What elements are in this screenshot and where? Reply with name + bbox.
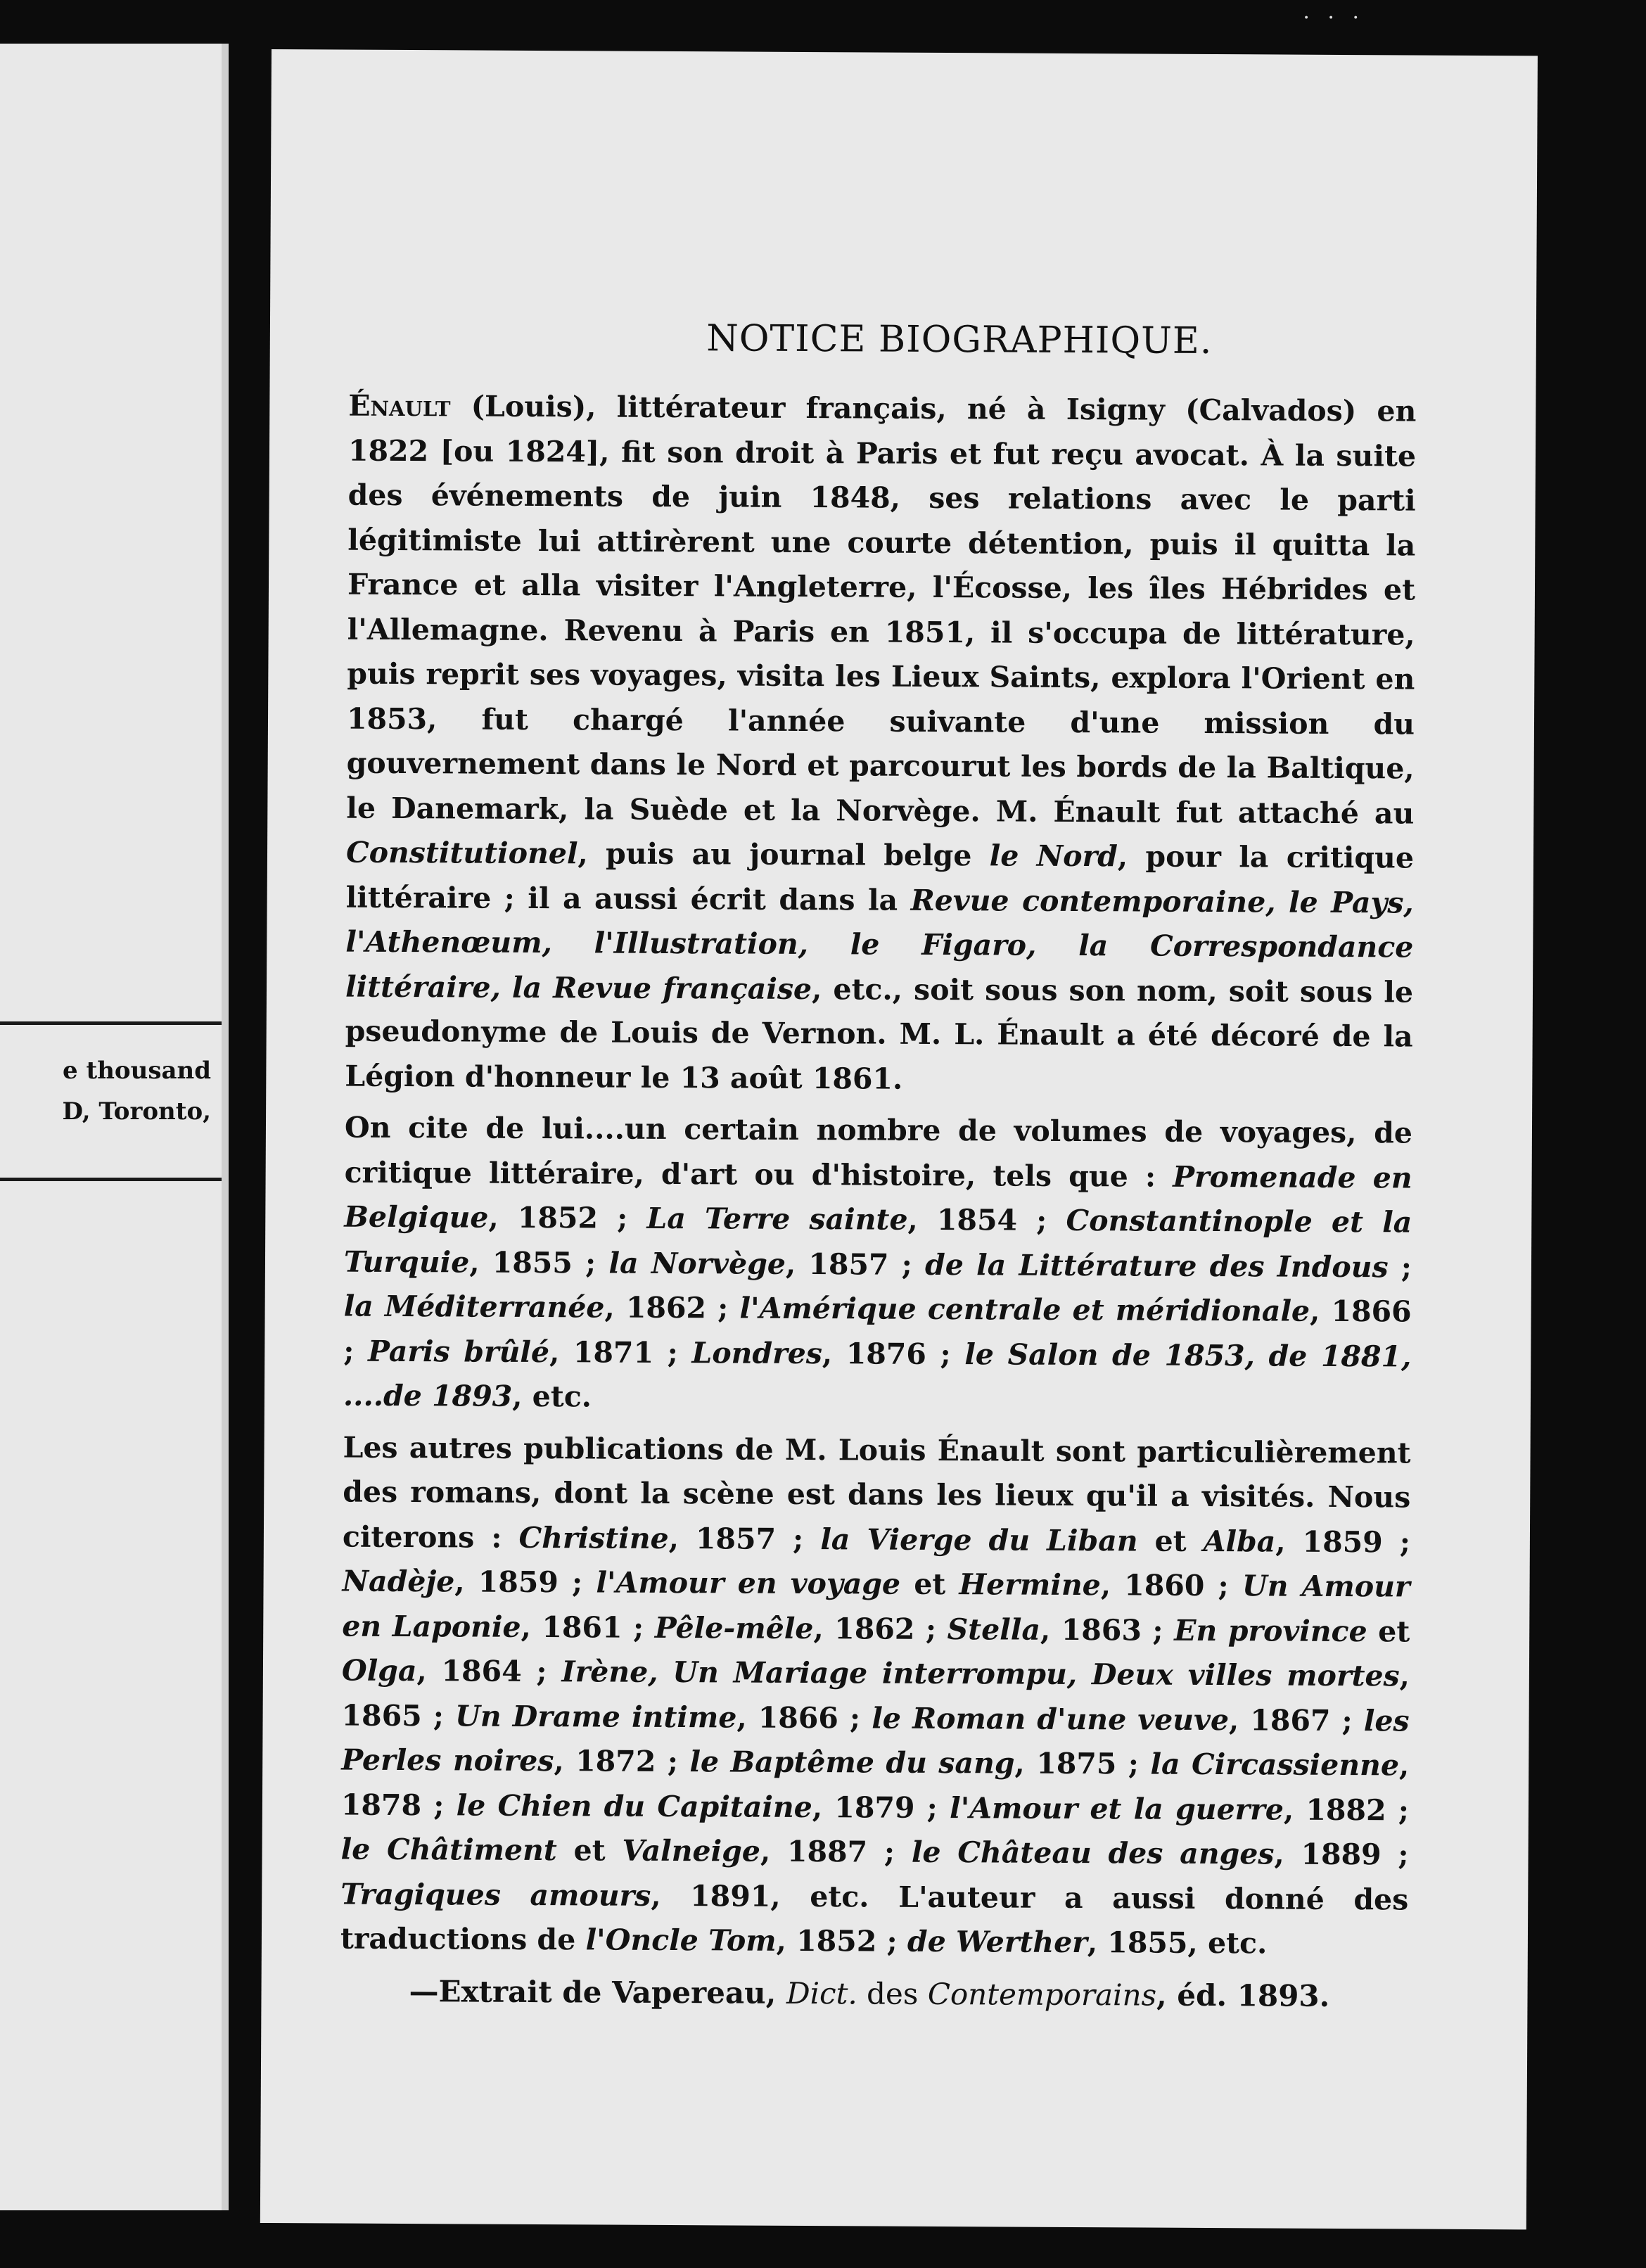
text-run: , 1887 ; xyxy=(760,1834,912,1869)
text-run: , 1864 ; xyxy=(416,1654,562,1689)
text-run: , 1891, etc. L'auteur a aussi donné des traductions de xyxy=(340,1878,1409,1957)
text-run: et xyxy=(1367,1614,1410,1649)
left-page-rule-top xyxy=(0,1021,227,1025)
italic-title: Hermine xyxy=(959,1567,1101,1603)
text-run: , pour la critique littéraire ; il a aussi écrit dans la xyxy=(345,839,1415,917)
text-run: , 1872 ; xyxy=(554,1744,690,1779)
italic-title: Irène, Un Mariage interrompu, Deux villes mortes xyxy=(561,1655,1400,1693)
left-page-edge xyxy=(0,44,229,2210)
text-run: , 1854 ; xyxy=(907,1202,1066,1237)
text-run: , 1871 ; xyxy=(549,1334,692,1370)
text-run: , 1862 ; xyxy=(604,1290,740,1325)
italic-title: le Baptême du sang xyxy=(689,1745,1015,1780)
italic-title: le Château des anges xyxy=(911,1835,1275,1871)
italic-title: Dict. xyxy=(786,1975,857,2011)
scan-artifact-dots: · · · xyxy=(1303,6,1365,30)
italic-title: l'Amour en voyage xyxy=(596,1565,901,1601)
text-run: , 1852 ; xyxy=(488,1200,647,1235)
italic-title: Pêle-mêle xyxy=(654,1610,814,1645)
text-run: —Extrait de Vapereau, xyxy=(409,1974,787,2011)
text-run: , 1866 ; xyxy=(343,1294,1412,1368)
italic-title: En province xyxy=(1174,1613,1367,1648)
text-run: , 1860 ; xyxy=(1100,1568,1243,1603)
left-page-fragment-2: D, Toronto, xyxy=(62,1097,211,1126)
italic-title: Un Amour en Laponie xyxy=(342,1569,1410,1644)
italic-title: Constantinople et la Turquie xyxy=(343,1203,1412,1279)
italic-title: la Norvège xyxy=(608,1246,786,1281)
text-run: , 1878 ; xyxy=(340,1748,1410,1822)
text-run: , 1852 ; xyxy=(776,1923,908,1958)
text-run: , 1867 ; xyxy=(1228,1702,1364,1738)
italic-title: Christine xyxy=(518,1520,669,1555)
paragraph-1 xyxy=(345,384,1416,1104)
text-run: , 1859 ; xyxy=(454,1565,596,1600)
italic-title: l'Oncle Tom xyxy=(585,1923,777,1958)
italic-title: Un Drame intime xyxy=(454,1698,737,1734)
italic-title: l'Amérique centrale et méridionale xyxy=(739,1291,1310,1328)
italic-title: de Werther xyxy=(907,1924,1087,1960)
text-run: , 1889 ; xyxy=(1274,1837,1409,1872)
italic-title: Alba xyxy=(1203,1524,1276,1559)
subject-name: Énault xyxy=(348,388,451,423)
text-run: , 1866 ; xyxy=(736,1700,872,1735)
text-run: , etc. xyxy=(512,1379,592,1414)
text-run: On cite de lui....un certain nombre de volumes de voyages, de critique littéraire, d'art ou d'histoire, tels que : xyxy=(344,1110,1413,1194)
source-citation xyxy=(409,1974,1429,2014)
text-run: , 1862 ; xyxy=(813,1611,948,1646)
text-run: , 1855 ; xyxy=(469,1244,609,1280)
italic-title: la Méditerranée xyxy=(343,1289,605,1325)
italic-title: Valneige xyxy=(622,1833,761,1868)
text-run: et xyxy=(900,1567,959,1602)
text-run: (Louis), littérateur français, né à Isigny (Calvados) en 1822 [ou 1824], fit son droit à Paris et fut reçu avocat. À la suite des événements de juin 1848, ses relations avec le parti légitimiste lui attirèrent une courte détention, puis il quitta la France et alla visiter l'Angleterre, l'Écosse, les îles Hébrides et l'Allemagne. Revenu à Paris en 1851, il s'occupa de littérature, puis reprit ses voyages, visita les Lieux Saints, explora l'Orient en 1853, fut chargé l'année suivante d'une mission du gouvernement dans le Nord et parcourut les bords de la Baltique, le Danemark, la Suède et la Norvège. M. Énault fut attaché au xyxy=(346,389,1417,831)
text-run: des xyxy=(857,1976,928,2011)
text-run: , 1861 ; xyxy=(521,1610,655,1645)
italic-title: Contemporains xyxy=(927,1976,1157,2013)
page-title: NOTICE BIOGRAPHIQUE. xyxy=(706,317,1213,363)
italic-title: l'Amour et la guerre xyxy=(949,1790,1284,1827)
text-run: , 1863 ; xyxy=(1040,1612,1175,1648)
italic-title: Olga xyxy=(341,1653,417,1688)
italic-title: le Roman d'une veuve xyxy=(872,1701,1230,1737)
text-run: , 1855, etc. xyxy=(1087,1925,1268,1961)
italic-title: Tragiques amours xyxy=(340,1877,651,1913)
italic-title: la Circassienne xyxy=(1150,1747,1400,1783)
italic-title: Nadèje xyxy=(342,1564,455,1599)
right-page xyxy=(260,49,1538,2229)
left-page-fragment-1: e thousand xyxy=(63,1057,211,1085)
text-run: et xyxy=(1137,1523,1204,1558)
italic-title: Revue contemporaine, le Pays, l'Athenœum, l'Illustration, le Figaro, la Correspondance littéraire, la Revue française xyxy=(345,883,1414,1006)
text-run: , 1876 ; xyxy=(822,1336,965,1371)
italic-title: les Perles noires xyxy=(341,1703,1410,1778)
italic-title: La Terre sainte xyxy=(646,1201,908,1237)
text-run: , puis au journal belge xyxy=(578,836,990,873)
text-run: , éd. 1893. xyxy=(1156,1977,1330,2013)
italic-title: le Châtiment xyxy=(340,1832,557,1868)
left-page-rule-bottom xyxy=(0,1178,227,1181)
italic-title: Stella xyxy=(947,1612,1041,1647)
paragraph-3 xyxy=(340,1425,1411,1967)
italic-title: Paris brûlé xyxy=(367,1334,550,1369)
biography-body xyxy=(340,384,1417,1967)
text-run: ; xyxy=(1388,1249,1412,1285)
italic-title: le Salon de 1853, de 1881, ....de 1893 xyxy=(343,1337,1412,1413)
italic-title: Londres xyxy=(691,1335,822,1370)
italic-title: de la Littérature des Indous xyxy=(924,1247,1389,1284)
text-run: , 1879 ; xyxy=(812,1790,950,1825)
text-run: , 1882 ; xyxy=(1283,1792,1410,1828)
text-run: Les autres publications de M. Louis Énault sont particulièrement des romans, dont la scène est dans les lieux qu'il a visités. Nous citerons : xyxy=(342,1430,1411,1555)
italic-title: Constitutionel xyxy=(345,835,578,871)
italic-title: Promenade en Belgique xyxy=(344,1159,1412,1235)
text-run: , 1859 ; xyxy=(1275,1524,1411,1560)
text-run: , 1865 ; xyxy=(341,1659,1410,1733)
italic-title: la Vierge du Liban xyxy=(820,1522,1138,1557)
italic-title: le Chien du Capitaine xyxy=(456,1788,812,1824)
text-run: , 1857 ; xyxy=(785,1247,926,1282)
text-run: , etc., soit sous son nom, soit sous le pseudonyme de Louis de Vernon. M. L. Énault a été décoré de la Légion d'honneur le 13 août 1861. xyxy=(345,971,1414,1096)
italic-title: le Nord xyxy=(989,839,1118,874)
text-run: , 1857 ; xyxy=(668,1521,821,1556)
paragraph-2 xyxy=(343,1106,1412,1424)
text-run: , 1875 ; xyxy=(1014,1746,1151,1781)
text-run: et xyxy=(556,1833,623,1868)
